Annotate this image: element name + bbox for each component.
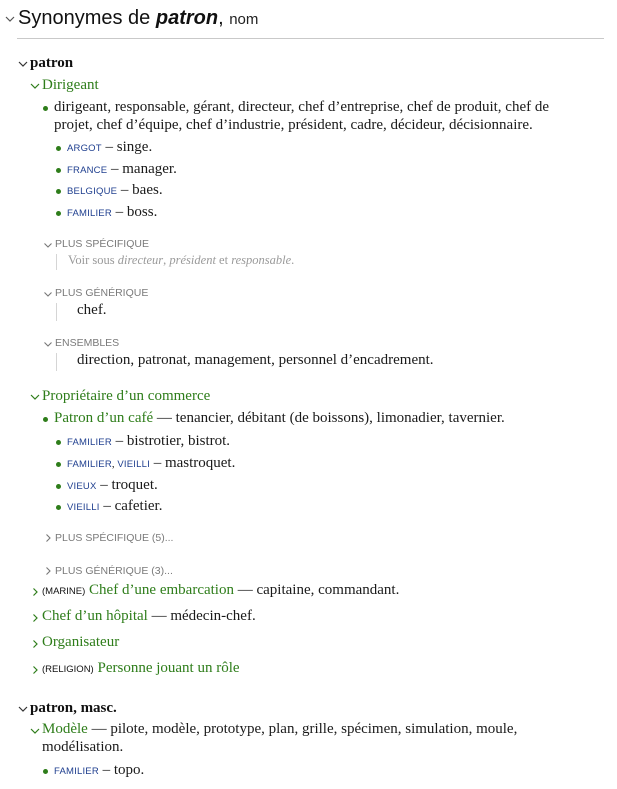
- sub-synonym: VIEILLI – cafetier.: [67, 498, 163, 514]
- subsense-label[interactable]: Patron d’un café: [54, 410, 154, 426]
- see-also-text: Voir sous directeur, président et responsable.: [68, 253, 295, 267]
- chevron-right-icon[interactable]: [29, 612, 41, 624]
- sub-synonym: FAMILIER, VIEILLI – mastroquet.: [67, 455, 236, 471]
- section-bar: [56, 303, 57, 321]
- section-more-specific[interactable]: PLUS SPÉCIFIQUE: [55, 238, 149, 250]
- sense-label-modele[interactable]: Modèle: [42, 721, 88, 737]
- chevron-right-icon[interactable]: [29, 638, 41, 650]
- ensembles-synonyms: direction, patronat, management, personnel d’encadrement.: [77, 352, 434, 368]
- bullet-icon: [56, 505, 61, 510]
- bullet-icon: [56, 462, 61, 467]
- chevron-down-icon[interactable]: [29, 80, 41, 92]
- section-bar: [56, 254, 57, 270]
- register-tag: FAMILIER: [67, 437, 112, 448]
- chevron-right-icon[interactable]: [42, 532, 54, 544]
- section-more-generic[interactable]: PLUS GÉNÉRIQUE: [55, 287, 149, 299]
- chevron-right-icon[interactable]: [29, 586, 41, 598]
- sub-synonym: FAMILIER – boss.: [67, 204, 158, 220]
- sub-synonym: FAMILIER – bistrotier, bistrot.: [67, 433, 231, 449]
- section-bar: [56, 353, 57, 371]
- chevron-down-icon[interactable]: [4, 13, 16, 25]
- page-title: Synonymes de patron, nom: [18, 7, 259, 29]
- sense-chef-hopital[interactable]: Chef d’un hôpital — médecin-chef.: [42, 608, 256, 624]
- sense-modele: Modèle — pilote, modèle, prototype, plan, grille, spécimen, simulation, moule,: [42, 721, 518, 737]
- bullet-icon: [43, 417, 48, 422]
- chevron-down-icon[interactable]: [42, 288, 54, 300]
- link-responsable[interactable]: responsable: [231, 253, 292, 267]
- register-tag: FAMILIER: [67, 459, 112, 470]
- sense-chef-embarcation[interactable]: (MARINE) Chef d’une embarcation — capitaine, commandant.: [42, 582, 400, 598]
- bullet-icon: [56, 440, 61, 445]
- section-more-specific-collapsed[interactable]: PLUS SPÉCIFIQUE (5)...: [55, 532, 174, 544]
- chevron-right-icon[interactable]: [29, 664, 41, 676]
- register-tag: VIEILLI: [67, 502, 100, 513]
- chevron-right-icon[interactable]: [42, 565, 54, 577]
- generic-synonym[interactable]: chef.: [77, 302, 107, 318]
- chevron-down-icon[interactable]: [17, 58, 29, 70]
- sub-synonym: FAMILIER – topo.: [54, 762, 145, 778]
- register-tag: FAMILIER: [54, 766, 99, 777]
- part-of-speech: nom: [229, 11, 259, 28]
- chevron-down-icon[interactable]: [42, 239, 54, 251]
- bullet-icon: [56, 189, 61, 194]
- sub-synonym: VIEUX – troquet.: [67, 477, 158, 493]
- section-more-generic-collapsed[interactable]: PLUS GÉNÉRIQUE (3)...: [55, 565, 173, 577]
- sub-synonym: FRANCE – manager.: [67, 161, 177, 177]
- bullet-icon: [56, 168, 61, 173]
- sub-synonym: BELGIQUE – baes.: [67, 182, 163, 198]
- section-ensembles[interactable]: ENSEMBLES: [55, 337, 120, 349]
- title-divider: [17, 38, 604, 39]
- bullet-icon: [43, 769, 48, 774]
- domain-tag: (MARINE): [42, 586, 86, 597]
- register-tag: ARGOT: [67, 143, 102, 154]
- sense-modele-cont: modélisation.: [42, 739, 124, 755]
- chevron-down-icon[interactable]: [42, 338, 54, 350]
- register-tag: FRANCE: [67, 165, 108, 176]
- chevron-down-icon[interactable]: [17, 703, 29, 715]
- bullet-icon: [43, 106, 48, 111]
- entry-headword[interactable]: patron, masc.: [30, 700, 117, 716]
- register-tag: BELGIQUE: [67, 186, 118, 197]
- synonym-list-cont: projet, chef d’équipe, chef d’industrie, président, cadre, décideur, décisionnaire.: [54, 117, 533, 133]
- register-tag: VIEUX: [67, 481, 97, 492]
- bullet-icon: [56, 146, 61, 151]
- register-tag: VIEILLI: [117, 459, 150, 470]
- link-president[interactable]: président: [169, 253, 216, 267]
- link-directeur[interactable]: directeur: [117, 253, 164, 267]
- sub-synonym: ARGOT – singe.: [67, 139, 153, 155]
- bullet-icon: [56, 211, 61, 216]
- chevron-down-icon[interactable]: [29, 725, 41, 737]
- sense-label-proprietaire[interactable]: Propriétaire d’un commerce: [42, 388, 211, 404]
- sense-organisateur[interactable]: Organisateur: [42, 634, 120, 650]
- domain-tag: (RELIGION): [42, 664, 94, 675]
- chevron-down-icon[interactable]: [29, 391, 41, 403]
- bullet-icon: [56, 484, 61, 489]
- sense-personne-role[interactable]: (RELIGION) Personne jouant un rôle: [42, 660, 240, 676]
- register-tag: FAMILIER: [67, 208, 112, 219]
- entry-headword[interactable]: patron: [30, 55, 74, 71]
- synonym-list: dirigeant, responsable, gérant, directeur, chef d’entreprise, chef de produit, chef de: [54, 99, 550, 115]
- synonym-list: Patron d’un café — tenancier, débitant (de boissons), limonadier, tavernier.: [54, 410, 505, 426]
- sense-label-dirigeant[interactable]: Dirigeant: [42, 77, 99, 93]
